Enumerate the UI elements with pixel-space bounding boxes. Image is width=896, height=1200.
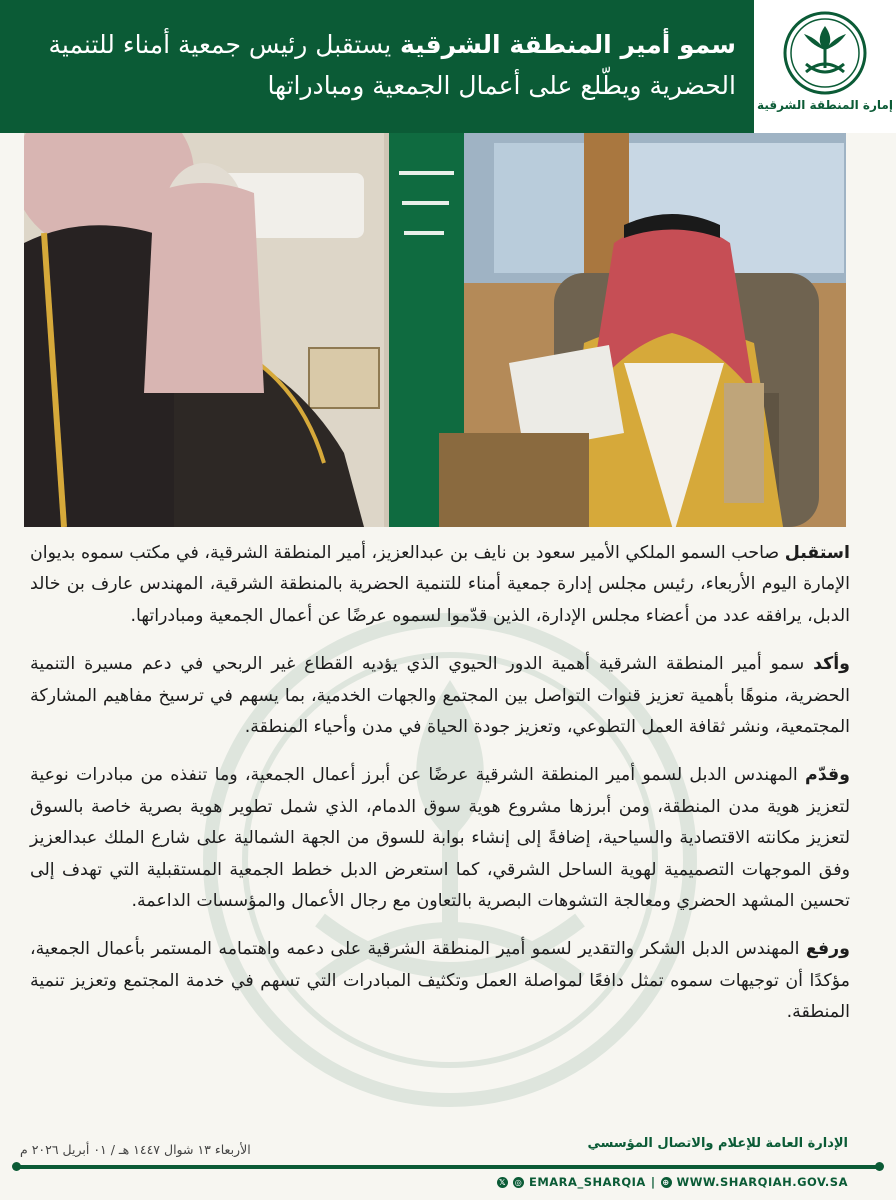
emblem-icon [782, 10, 868, 96]
footer-links [497, 1175, 848, 1189]
paragraph-text: سمو أمير المنطقة الشرقية أهمية الدور الحيوي الذي يؤديه القطاع غير الربحي في دعم مسيرة التنمية الحضرية، منوهًا بأهمية تعزيز قنوات التواصل بين المجتمع والجهات الخدمية، بما يسهم في ترسيخ مفاهيم المشاركة المجتمعية، ونشر ثقافة العمل التطوعي، وتعزيز جودة الحياة في مدن وأحياء المنطقة. [30, 654, 850, 738]
paragraph-lead-word: ورفع [805, 939, 850, 960]
article-paragraph [30, 934, 850, 1028]
x-icon[interactable]: 𝕏 [497, 1177, 508, 1188]
footer-website[interactable]: WWW.SHARQIAH.GOV.SA [676, 1175, 848, 1189]
headline-strong: سمو أمير المنطقة الشرقية [399, 30, 736, 59]
footer-divider-dot-left [12, 1162, 21, 1171]
article-paragraph [30, 649, 850, 743]
paragraph-lead-word: وأكد [813, 654, 850, 675]
paragraph-text: المهندس الدبل لسمو أمير المنطقة الشرقية عرضًا عن أبرز أعمال الجمعية، وما تنفذه من مبادرات نوعية لتعزيز هوية مدن المنطقة، ومن أبرزها مشروع هوية سوق الدمام، الذي شمل تطوير هوية بصرية خاصة بالسوق لتعزيز مكانته الاقتصادية والسياحية، إضافةً إلى إنشاء بوابة للسوق من الجهة الشمالية على شارع الملك عبدالعزيز وفق الموجهات التصميمية لهوية الساحل الشرقي، كما استعرض الدبل خطط الجمعية المستقبلية التي تهدف إلى تحسين المشهد الحضري ومعالجة التشوهات البصرية بالتعاون مع رجال الأعمال والمؤسسات الداعمة. [30, 765, 850, 912]
headline [20, 24, 736, 106]
footer-divider-dot-right [875, 1162, 884, 1171]
news-photo [24, 133, 846, 527]
logo-text: إمارة المنطقة الشرقية [757, 98, 893, 112]
article-paragraph [30, 538, 850, 632]
paragraph-lead-word: وقدّم [805, 765, 850, 786]
paragraph-text: المهندس الدبل الشكر والتقدير لسمو أمير المنطقة الشرقية على دعمه واهتمامه المستمر بأعمال الجمعية، مؤكدًا أن توجيهات سموه تمثل دافعًا لمواصلة العمل وتكثيف المبادرات التي تسهم في خدمة المجتمع وتعزيز تنمية المنطقة. [30, 939, 850, 1023]
footer-org-name: الإدارة العامة للإعلام والاتصال المؤسسي [587, 1136, 848, 1151]
article-body [30, 538, 850, 1046]
instagram-icon[interactable]: ◎ [514, 1177, 523, 1187]
headline-rest: يستقبل رئيس جمعية أمناء للتنمية الحضرية ويطّلع على أعمال الجمعية ومبادراتها [48, 30, 736, 100]
logo-box [754, 0, 896, 133]
header-banner [0, 0, 896, 133]
article-paragraph [30, 760, 850, 917]
globe-icon[interactable]: ⊕ [662, 1177, 670, 1187]
footer-handle[interactable]: EMARA_SHARQIA [528, 1175, 646, 1189]
footer-separator: | [650, 1175, 656, 1189]
footer-date: الأربعاء ١٣ شوال ١٤٤٧ هـ / ٠١ أبريل ٢٠٢٦ م [20, 1142, 251, 1157]
footer-divider [16, 1165, 880, 1169]
paragraph-text: صاحب السمو الملكي الأمير سعود بن نايف بن عبدالعزيز، أمير المنطقة الشرقية، في مكتب سموه بديوان الإمارة اليوم الأربعاء، رئيس مجلس إدارة جمعية أمناء للتنمية الحضرية بالمنطقة الشرقية، المهندس عارف بن خالد الدبل، يرافقه عدد من أعضاء مجلس الإدارة، الذين قدّموا لسموه عرضًا عن أعمال الجمعية ومبادراتها. [30, 543, 850, 626]
paragraph-lead-word: استقبل [784, 543, 850, 563]
